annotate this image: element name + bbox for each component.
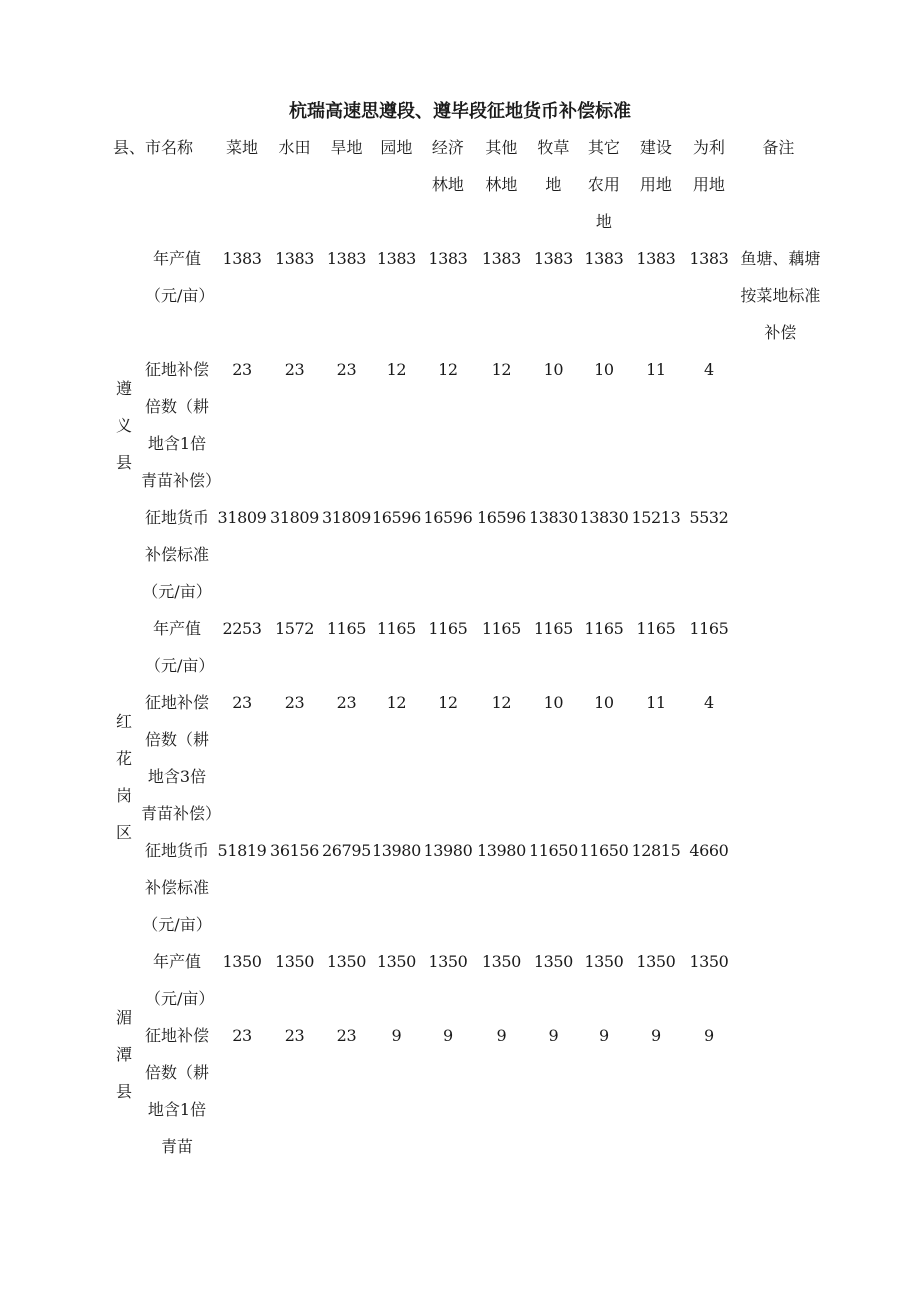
value-cell: 2253 [222,619,262,638]
compensation-table [113,129,821,1165]
value-cell: 4660 [689,841,729,860]
value-cell: 31809 [270,508,319,527]
value-cell: 23 [336,360,357,379]
value-cell: 11650 [528,841,578,860]
value-cell: 1383 [481,249,521,268]
value-cell: 36156 [270,841,319,860]
value-cell: 1165 [481,619,521,638]
table-row [113,1017,821,1165]
metric-label-text: 征地补偿倍数（耕地含3倍青苗补偿） [141,693,222,823]
value-cell: 1383 [584,249,624,268]
value-cell: 1350 [481,952,521,971]
note-cell: 鱼塘、藕塘按菜地标准补偿 [740,249,821,342]
value-cell: 13980 [371,841,421,860]
value-cell: 23 [232,360,252,379]
county-name [113,943,137,1165]
value-cell: 12 [438,693,458,712]
value-cell: 10 [594,693,614,712]
value-cell: 23 [284,360,305,379]
metric-label-text: 征地补偿倍数（耕地含1倍青苗 [144,1026,209,1156]
value-cell: 13980 [476,841,526,860]
value-cell: 23 [336,1026,357,1045]
value-cell: 51819 [217,841,267,860]
value-cell: 1350 [636,952,676,971]
value-cell: 12 [438,360,458,379]
county-name-vertical: 遵义县 [116,378,133,472]
header-county-label: 县、市名称 [113,138,194,157]
county-name [113,240,137,610]
header-land-type: 为利用地 [692,138,725,194]
value-cell: 11 [646,360,666,379]
value-cell: 1350 [326,952,367,971]
note-cell [736,832,821,943]
metric-label [137,943,217,1017]
value-cell: 12 [386,360,407,379]
value-cell: 1383 [326,249,367,268]
value-cell: 1165 [584,619,624,638]
value-cell: 31809 [322,508,371,527]
table-row [113,351,821,499]
county-name [113,610,137,943]
metric-label-text: 年产值（元/亩） [145,952,215,1008]
value-cell: 1350 [584,952,624,971]
value-cell: 9 [496,1026,507,1045]
header-note-label: 备注 [762,138,795,157]
value-cell: 1350 [533,952,573,971]
value-cell: 12 [386,693,407,712]
note-cell [736,610,821,684]
value-cell: 4 [704,360,714,379]
county-name-vertical: 湄潭县 [116,1007,133,1101]
metric-label [137,240,217,351]
metric-label [137,351,222,499]
value-cell: 10 [543,360,564,379]
value-cell: 16596 [476,508,526,527]
metric-label [137,1017,217,1165]
metric-label [137,610,217,684]
header-land-type: 园地 [380,138,413,157]
value-cell: 1350 [689,952,729,971]
note-cell [736,943,821,1017]
value-cell: 11 [646,693,666,712]
value-cell: 23 [284,1026,305,1045]
value-cell: 1383 [533,249,573,268]
value-cell: 23 [336,693,357,712]
value-cell: 9 [548,1026,559,1045]
value-cell: 1350 [222,952,262,971]
value-cell: 12 [491,693,512,712]
value-cell: 1165 [326,619,367,638]
header-land-type: 旱地 [330,138,363,157]
value-cell: 23 [284,693,305,712]
value-cell: 1383 [376,249,416,268]
metric-label-text: 征地货币补偿标准（元/亩） [142,841,212,934]
metric-label [137,499,217,610]
header-land-type: 牧草地 [537,138,570,194]
table-row [113,610,821,684]
table-row [113,684,821,832]
header-land-type: 水田 [278,138,311,157]
table-row [113,832,821,943]
value-cell: 10 [594,360,614,379]
value-cell: 13980 [423,841,473,860]
value-cell: 1165 [533,619,573,638]
value-cell: 4 [704,693,714,712]
value-cell: 9 [391,1026,402,1045]
value-cell: 1383 [428,249,468,268]
value-cell: 1572 [274,619,315,638]
value-cell: 12815 [631,841,681,860]
table-row [113,943,821,1017]
value-cell: 1383 [222,249,262,268]
value-cell: 1383 [274,249,315,268]
county-name-vertical: 红花岗区 [116,711,133,842]
metric-label-text: 年产值（元/亩） [145,249,215,305]
note-cell [736,1017,821,1165]
value-cell: 9 [599,1026,609,1045]
header-land-type: 建设用地 [639,138,672,194]
metric-label [137,832,217,943]
table-body [113,129,821,1165]
header-land-type: 菜地 [225,138,258,157]
value-cell: 13830 [528,508,578,527]
note-cell [736,684,821,832]
value-cell: 1165 [428,619,468,638]
header-row [113,129,821,240]
value-cell: 26795 [322,841,371,860]
metric-label-text: 征地补偿倍数（耕地含1倍青苗补偿） [141,360,222,490]
value-cell: 9 [443,1026,453,1045]
value-cell: 9 [704,1026,714,1045]
value-cell: 1383 [689,249,729,268]
value-cell: 12 [491,360,512,379]
metric-label [137,684,222,832]
value-cell: 16596 [371,508,421,527]
value-cell: 11650 [579,841,629,860]
value-cell: 9 [651,1026,661,1045]
value-cell: 5532 [689,508,729,527]
value-cell: 23 [232,1026,252,1045]
value-cell: 23 [232,693,252,712]
header-land-type: 其他林地 [485,138,518,194]
table-row [113,240,821,351]
header-land-type: 经济林地 [431,138,464,194]
value-cell: 1165 [689,619,729,638]
metric-label-text: 年产值（元/亩） [145,619,215,675]
value-cell: 1350 [274,952,315,971]
metric-label-text: 征地货币补偿标准（元/亩） [142,508,212,601]
value-cell: 13830 [579,508,629,527]
value-cell: 1165 [376,619,416,638]
value-cell: 1165 [636,619,676,638]
document-title: 杭瑞高速思遵段、遵毕段征地货币补偿标准 [289,101,631,122]
note-cell [736,499,821,610]
note-cell [736,351,821,499]
value-cell: 1350 [376,952,416,971]
value-cell: 31809 [217,508,267,527]
value-cell: 15213 [631,508,681,527]
table-row [113,499,821,610]
value-cell: 1350 [428,952,468,971]
value-cell: 1383 [636,249,676,268]
header-land-type: 其它农用地 [587,138,620,231]
value-cell: 16596 [423,508,473,527]
value-cell: 10 [543,693,564,712]
